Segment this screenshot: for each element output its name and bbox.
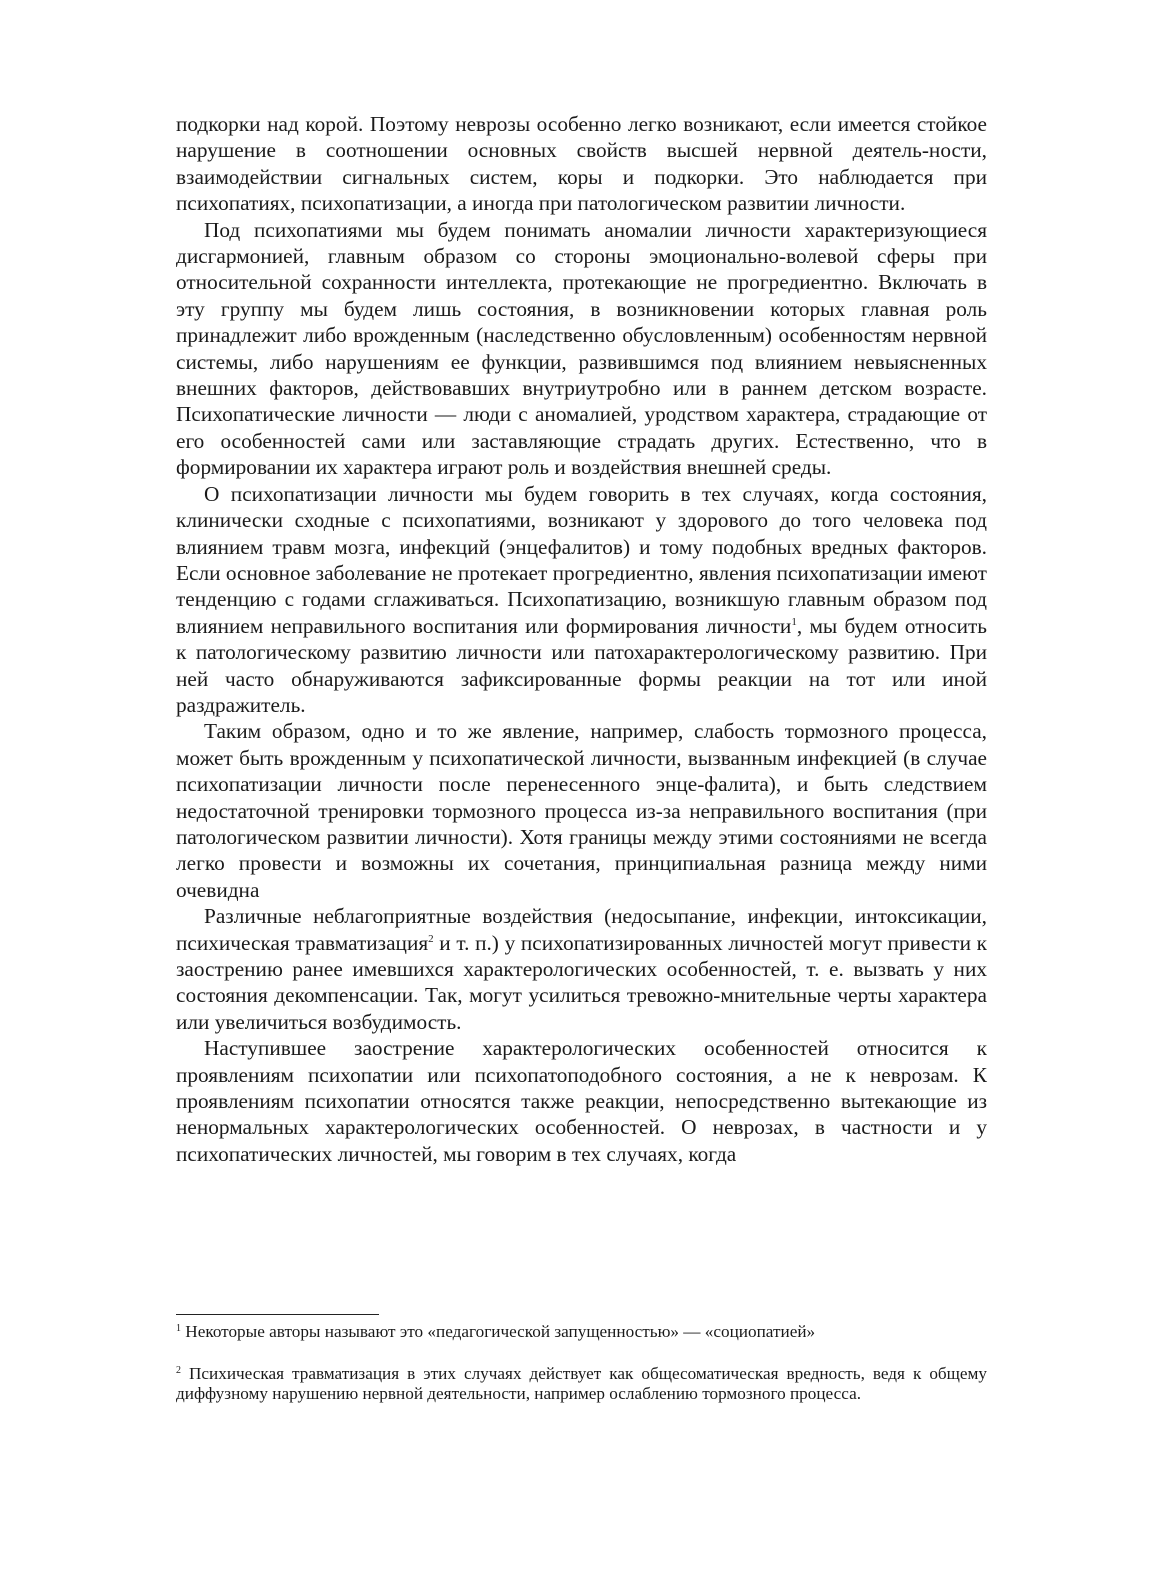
- paragraph-2: Под психопатиями мы будем понимать аномалии личности характеризующиеся дисгармонией, главным образом со стороны эмоционально-волевой сферы при относительной сохранности интеллекта, протекающие не прогредиентно. Включать в эту группу мы будем лишь состояния, в возникновении которых главная роль принадлежит либо врожденным (наследственно обусловленным) особенностям нервной системы, либо нарушениям ее функции, развившимся под влиянием невыясненных внешних факторов, действовавших внутриутробно или в раннем детском возрасте. Психопатические личности — люди с аномалией, уродством характера, страдающие от его особенностей сами или заставляющие страдать других. Естественно, что в формировании их характера играют роль и воздействия внешней среды.: [176, 217, 987, 480]
- footnotes: [176, 1322, 987, 1404]
- footnote-1-mark: 1: [176, 1323, 181, 1334]
- paragraph-5-part-a: Различные неблагоприятные воздействия (недосыпание, инфекции, интоксикации, психическая травматизация: [176, 904, 987, 955]
- paragraph-6: Наступившее заострение характерологических особенностей относится к проявлениям психопатии или психопатоподобного состояния, а не к неврозам. К проявлениям психопатии относятся также реакции, непосредственно вытекающие из ненормальных характерологических особенностей. О неврозах, в частности и у психопатических личностей, мы говорим в тех случаях, когда: [176, 1036, 987, 1166]
- footnote-1: [176, 1322, 987, 1342]
- footnote-2-text: Психическая травматизация в этих случаях действует как общесоматическая вредность, ведя к общему диффузному нарушению нервной деятельности, например ослаблению тормозного процесса.: [176, 1364, 987, 1403]
- main-text: [176, 111, 987, 1167]
- footnote-1-text: Некоторые авторы называют это «педагогической запущенностью» — «социопатией»: [181, 1322, 816, 1341]
- paragraph-3: [176, 481, 987, 719]
- paragraph-4: Таким образом, одно и то же явление, например, слабость тормозного процесса, может быть врожденным у психопатической личности, вызванным инфекцией (в случае психопатизации личности после перенесенного энце-фалита), и быть следствием недостаточной тренировки тормозного процесса из-за неправильного воспитания (при патологическом развитии личности). Хотя границы между этими состояниями не всегда легко провести и возможны их сочетания, принципиальная разница между ними очевидна: [176, 719, 987, 902]
- paragraph-1: подкорки над корой. Поэтому неврозы особенно легко возникают, если имеется стойкое нарушение в соотношении основных свойств высшей нервной деятель-ности, взаимодействии сигнальных систем, коры и подкорки. Это наблюдается при психопатиях, психопатизации, а иногда при патологическом развитии личности.: [176, 112, 987, 216]
- paragraph-5-part-b: и т. п.) у психопатизированных личностей могут привести к заострению ранее имевшихся характерологических особенностей, т. е. вызвать у них состояния декомпенсации. Так, могут усилиться тревожно-мнительные черты характера или увеличиться возбудимость.: [176, 930, 987, 1034]
- paragraph-3-part-b: , мы будем относить к патологическому развитию личности или патохарактерологическому развитию. При ней часто обнаруживаются зафиксированные формы реакции на тот или иной раздражитель.: [176, 613, 987, 717]
- footnote-ref-1[interactable]: 1: [791, 615, 797, 628]
- paragraph-3-part-a: О психопатизации личности мы будем говорить в тех случаях, когда состояния, клинически сходные с психопатиями, возникают у здорового до того человека под влиянием травм мозга, инфекций (энцефалитов) и тому подобных вредных факторов. Если основное заболевание не протекает прогредиентно, явления психопатизации имеют тенденцию с годами сглаживаться. Психопатизацию, возникшую главным образом под влиянием неправильного воспитания или формирования личности: [176, 481, 987, 638]
- footnote-separator: [176, 1314, 379, 1315]
- paragraph-5: [176, 903, 987, 1035]
- footnote-2: [176, 1364, 987, 1404]
- footnote-ref-2[interactable]: 2: [428, 932, 434, 945]
- footnote-2-mark: 2: [176, 1365, 181, 1376]
